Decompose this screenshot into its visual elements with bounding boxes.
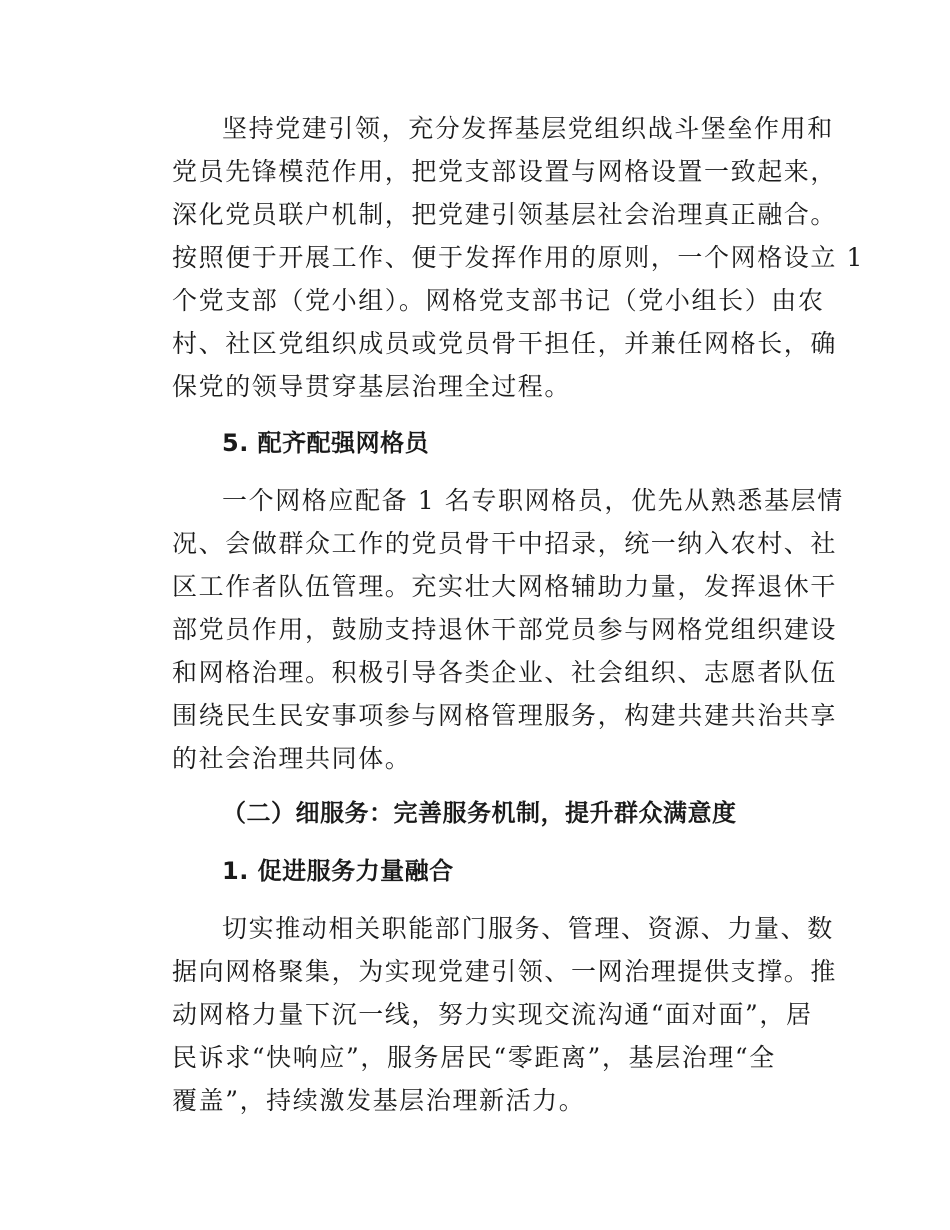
paragraph-3-line-1: 切实推动相关职能部门服务、管理、资源、力量、数: [222, 914, 834, 943]
paragraph-1-line-6: 村、社区党组织成员或党员骨干担任，并兼任网格长，确: [172, 329, 838, 358]
paragraph-2-line-5: 和网格治理。积极引导各类企业、社会组织、志愿者队伍: [172, 658, 838, 687]
paragraph-1-line-5: 个党支部（党小组）。网格党支部书记（党小组长）由农: [172, 286, 825, 315]
paragraph-2-line-1: 一个网格应配备 1 名专职网格员，优先从熟悉基层情: [222, 486, 844, 515]
paragraph-1-line-4: 按照便于开展工作、便于发挥作用的原则，一个网格设立 1: [172, 243, 865, 272]
paragraph-2-line-3: 区工作者队伍管理。充实壮大网格辅助力量，发挥退休干: [172, 572, 838, 601]
paragraph-2-line-6: 围绕民生民安事项参与网格管理服务，构建共建共治共享: [172, 701, 838, 730]
paragraph-2-line-2: 况、会做群众工作的党员骨干中招录，统一纳入农村、社: [172, 529, 838, 558]
paragraph-1-line-1: 坚持党建引领，充分发挥基层党组织战斗堡垒作用和: [222, 114, 834, 143]
paragraph-1-line-2: 党员先锋模范作用，把党支部设置与网格设置一致起来，: [172, 157, 838, 186]
subheading-5: 5. 配齐配强网格员: [222, 429, 430, 457]
section-heading-2: （二）细服务：完善服务机制，提升群众满意度: [222, 799, 737, 827]
paragraph-2-line-4: 部党员作用，鼓励支持退休干部党员参与网格党组织建设: [172, 615, 838, 644]
paragraph-3-line-2: 据向网格聚集，为实现党建引领、一网治理提供支撑。推: [172, 957, 838, 986]
paragraph-3-line-5: 覆盖”，持续激发基层治理新活力。: [172, 1086, 586, 1115]
paragraph-1-line-7: 保党的领导贯穿基层治理全过程。: [172, 372, 572, 401]
subheading-1: 1. 促进服务力量融合: [222, 857, 454, 885]
paragraph-3-line-3: 动网格力量下沉一线，努力实现交流沟通“面对面”，居: [172, 1000, 813, 1029]
paragraph-3-line-4: 民诉求“快响应”，服务居民“零距离”，基层治理“全: [172, 1043, 776, 1072]
paragraph-1-line-3: 深化党员联户机制，把党建引领基层社会治理真正融合。: [172, 200, 838, 229]
paragraph-2-line-7: 的社会治理共同体。: [172, 744, 412, 773]
